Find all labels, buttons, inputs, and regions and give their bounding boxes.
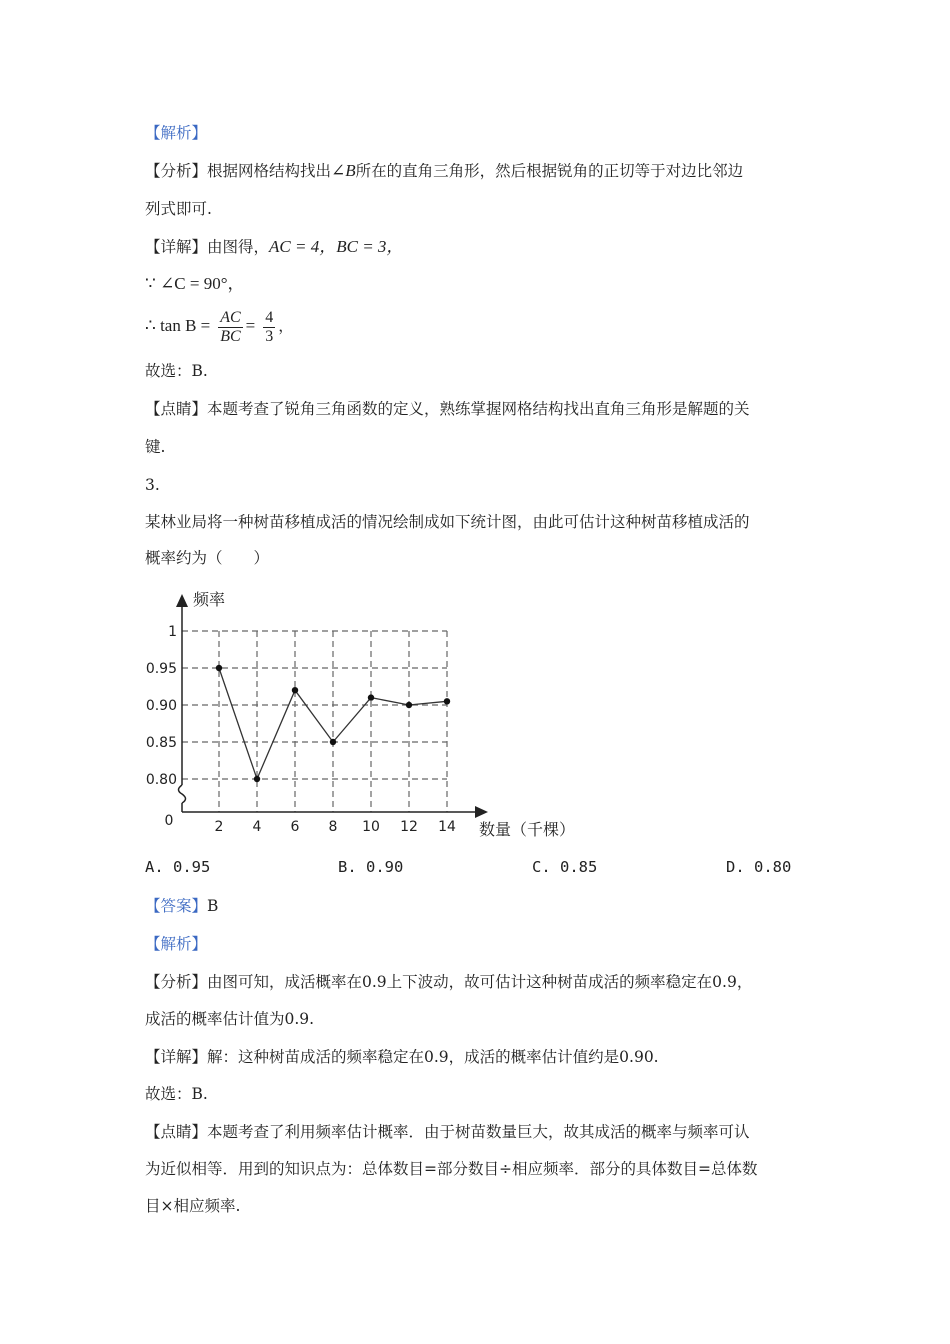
x-tick-label: 2 [214,819,224,835]
data-point [406,702,412,708]
x-tick-label: 14 [438,819,456,835]
chart-axes [176,594,488,818]
q3-fenxi-text1: 由图可知，成活概率在0.9上下波动，故可估计这种树苗成活的频率稳定在0.9， [207,973,753,991]
q3-dianjing-line2: 为近似相等．用到的知识点为：总体数目=部分数目÷相应频率．部分的具体数目=总体数 [145,1160,758,1178]
q3-fenxi-line2: 成活的概率估计值为0.9. [145,1010,315,1028]
x-tick-label: 8 [328,819,338,835]
q2-because-line: ∵ ∠C = 90°， [145,274,245,293]
y-axis-arrow-icon [176,594,188,607]
q3-fenxi-tag: 【分析】 [145,973,208,991]
q3-number: 3. [145,476,160,494]
data-point [216,665,222,671]
data-point [368,694,374,700]
q2-fenxi-tag: 【分析】 [145,162,208,180]
data-point [444,698,450,704]
x-tick-label: 4 [252,819,262,835]
q2-fenxi-text-a: 根据网格结构找出 [207,162,332,180]
y-tick-label: 0.95 [145,661,177,677]
q3-stem-line1: 某林业局将一种树苗移植成活的情况绘制成如下统计图，由此可估计这种树苗移植成活的 [145,513,750,531]
x-axis-label: 数量（千棵） [479,820,576,839]
q3-daan-value: B [207,897,219,915]
y-axis-label: 频率 [193,590,226,609]
q2-frac2-den: 3 [265,327,274,345]
line-chart [145,585,605,840]
q3-jiexi-label: 【解析】 [145,935,208,953]
x-tick-label: 6 [290,819,300,835]
q2-fenxi-text-b: 所在的直角三角形，然后根据锐角的正切等于对边比邻边 [355,162,744,180]
x-tick-label: 12 [400,819,418,835]
q2-frac1-den: BC [220,327,241,345]
q2-therefore-suffix: ， [278,317,294,335]
origin-label: 0 [164,813,174,829]
q2-xiangjie-text: 由图得， [207,238,270,256]
q2-frac2-num: 4 [265,308,274,326]
option-a[interactable]: A. 0.95 [145,858,211,876]
q2-dianjing-line2: 键. [145,438,166,456]
axis-break-icon [179,785,186,803]
q3-xiangjie-tag: 【详解】 [145,1048,208,1066]
q2-fenxi-line2: 列式即可. [145,200,212,218]
y-tick-label: 0.85 [145,735,177,751]
x-axis-arrow-icon [475,806,488,818]
q3-stem-line2: 概率约为（ ） [145,549,270,567]
q2-fraction-4-3 [263,309,275,346]
q2-dianjing-line1 [145,398,750,420]
q2-therefore-line: ∴ tan B = $\frac{AC}{BC}$ = $\frac{4}{3}$ ， [145,308,294,345]
q3-xiangjie-text: 解：这种树苗成活的频率稳定在0.9，成活的概率估计值约是0.90. [207,1048,659,1066]
q2-guxuan: 故选：B. [145,362,208,380]
y-tick-labels [146,624,177,788]
y-tick-label: 1 [168,624,177,640]
q2-angle-b: ∠B [331,161,356,180]
q2-xiangjie-tag: 【详解】 [145,238,208,256]
q2-fenxi-line1 [145,160,743,182]
y-tick-label: 0.90 [145,698,177,714]
q2-therefore-prefix: ∴ tan B = [145,316,211,335]
data-point [254,776,260,782]
q2-xiangjie-math: AC = 4，BC = 3， [269,237,404,256]
option-c[interactable]: C. 0.85 [532,858,598,876]
q3-dianjing-text1: 本题考查了利用频率估计概率．由于树苗数量巨大，故其成活的概率与频率可认 [207,1123,750,1141]
q2-dianjing-tag: 【点睛】 [145,400,208,418]
q2-dianjing-text1: 本题考查了锐角三角函数的定义，熟练掌握网格结构找出直角三角形是解题的关 [207,400,750,418]
x-tick-label: 10 [362,819,380,835]
option-d[interactable]: D. 0.80 [726,858,792,876]
q2-fraction-ac-bc [218,309,242,346]
x-tick-labels [215,819,456,835]
q3-daan-tag: 【答案】 [145,897,208,915]
q3-xiangjie-line [145,1046,659,1068]
y-tick-label: 0.80 [145,772,177,788]
q3-guxuan: 故选：B. [145,1085,208,1103]
q3-answer-line [145,895,218,917]
q2-jiexi-label: 【解析】 [145,124,208,142]
q2-xiangjie-line [145,236,403,258]
data-point [330,739,336,745]
q3-dianjing-line1 [145,1121,750,1143]
q3-dianjing-line3: 目×相应频率. [145,1197,241,1215]
data-point [292,687,298,693]
q3-fenxi-line1 [145,971,752,993]
chart-grid [182,631,447,812]
option-b[interactable]: B. 0.90 [338,858,404,876]
q2-frac1-num: AC [220,308,241,326]
q3-dianjing-tag: 【点睛】 [145,1123,208,1141]
